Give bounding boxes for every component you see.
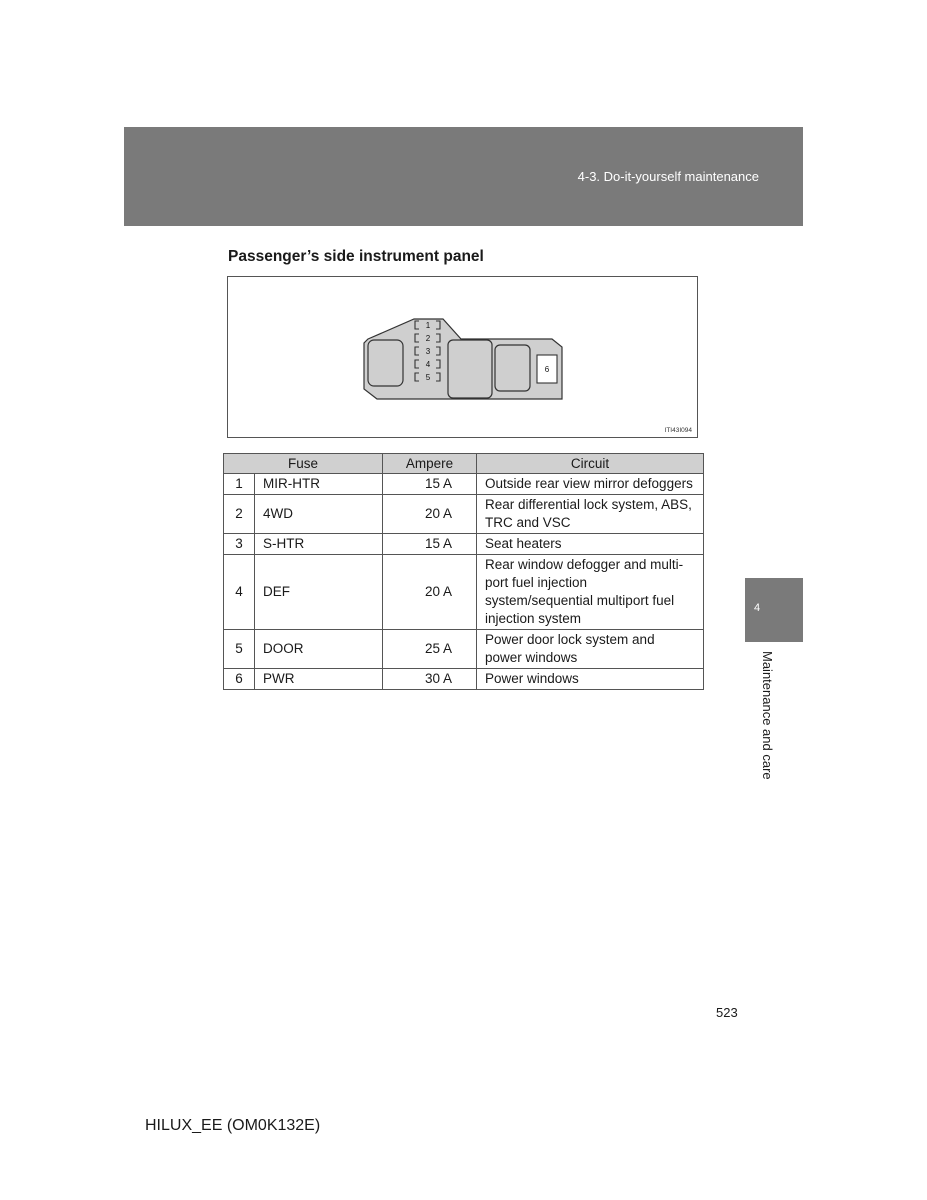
fuse-number: 3 [224,534,255,555]
fuse-box-diagram [228,277,697,437]
fuse-name: S-HTR [255,534,383,555]
fuse-circuit: Power door lock system and power windows [477,630,704,669]
page-heading: Passenger’s side instrument panel [228,248,484,265]
fuse-number: 2 [224,495,255,534]
fuse-number: 1 [224,474,255,495]
fuse-label-5: 5 [425,373,431,382]
footer-model-code: HILUX_EE (OM0K132E) [145,1117,321,1134]
header-ampere: Ampere [383,454,477,474]
fuse-circuit: Outside rear view mirror defoggers [477,474,704,495]
relay-left [368,340,403,386]
table-row [224,669,704,690]
relay-center [448,340,492,398]
fuse-table [223,453,704,690]
chapter-title: Maintenance and care [760,651,775,780]
table-row [224,495,704,534]
fuse-name: DOOR [255,630,383,669]
fuse-circuit: Rear differential lock system, ABS, TRC and VSC [477,495,704,534]
fuse-label-2: 2 [425,334,431,343]
fuse-label-4: 4 [425,360,431,369]
header-band [124,127,803,226]
fuse-number: 6 [224,669,255,690]
fuse-ampere: 15 A [383,534,477,555]
fuse-label-3: 3 [425,347,431,356]
chapter-number: 4 [754,602,761,614]
chapter-tab [745,578,803,642]
section-title: 4-3. Do-it-yourself maintenance [577,169,759,184]
fuse-number: 5 [224,630,255,669]
fuse-circuit: Power windows [477,669,704,690]
figure-code: ITI43I094 [664,427,692,434]
header-fuse: Fuse [224,454,383,474]
fuse-name: MIR-HTR [255,474,383,495]
fuse-ampere: 15 A [383,474,477,495]
table-row [224,630,704,669]
fuse-ampere: 20 A [383,555,477,630]
fuse-label-1: 1 [425,321,431,330]
fuse-label-6: 6 [544,365,550,374]
fuse-name: 4WD [255,495,383,534]
fuse-number: 4 [224,555,255,630]
header-circuit: Circuit [477,454,704,474]
fuse-circuit: Rear window defogger and multi-port fuel injection system/sequential multiport fuel injection system [477,555,704,630]
fuse-ampere: 30 A [383,669,477,690]
fuse-name: PWR [255,669,383,690]
fuse-box-figure [227,276,698,438]
table-row [224,555,704,630]
table-header-row [224,454,704,474]
page-number: 523 [716,1005,738,1020]
fuse-ampere: 25 A [383,630,477,669]
fuse-name: DEF [255,555,383,630]
relay-right [495,345,530,391]
table-row [224,534,704,555]
fuse-ampere: 20 A [383,495,477,534]
table-row [224,474,704,495]
fuse-circuit: Seat heaters [477,534,704,555]
